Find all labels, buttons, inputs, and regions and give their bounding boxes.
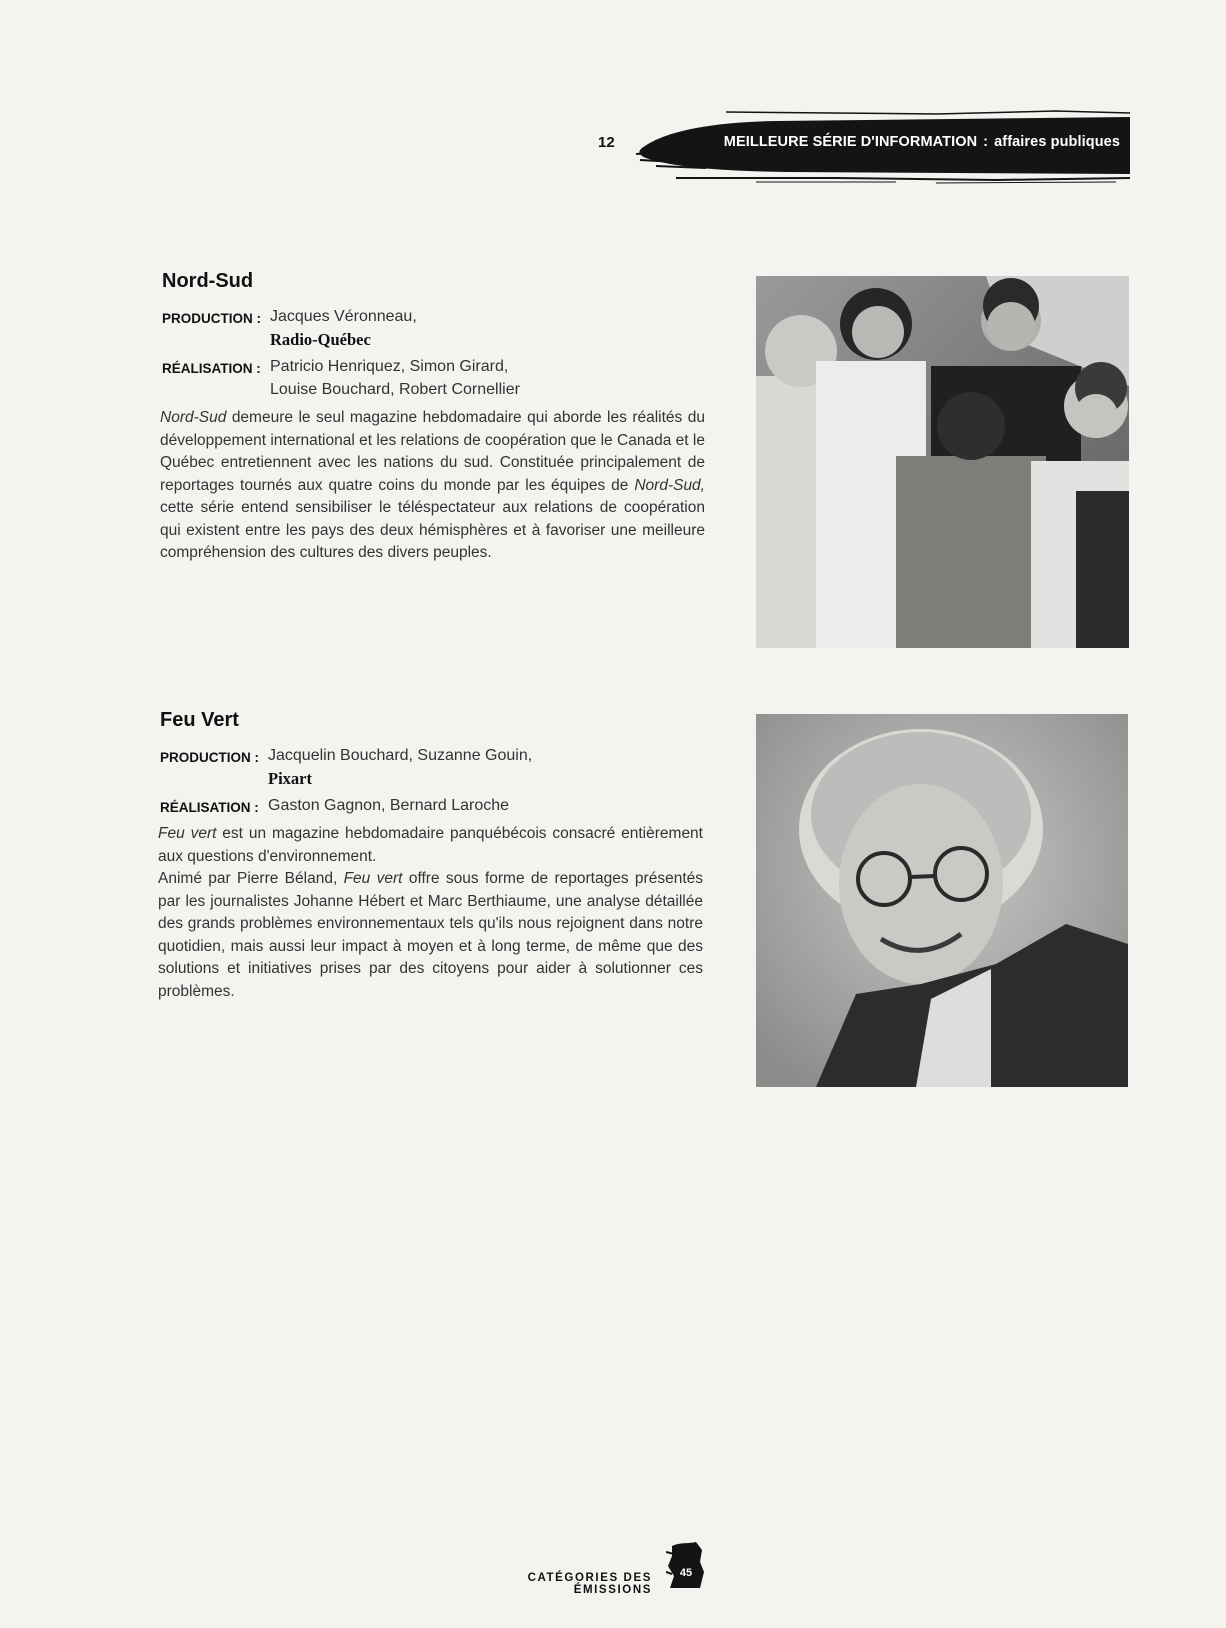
- credit-label: PRODUCTION :: [160, 750, 259, 765]
- section-header-main: MEILLEURE SÉRIE D'INFORMATION: [723, 134, 978, 150]
- credit-names: Louise Bouchard, Robert Cornellier: [270, 381, 520, 398]
- host-portrait-photo: [756, 714, 1128, 1087]
- credit-label: PRODUCTION :: [162, 311, 261, 326]
- section-header: [636, 134, 1120, 150]
- credit-label: RÉALISATION :: [162, 361, 261, 376]
- realisation-credit: [160, 355, 720, 401]
- body-text: cette série entend sensibiliser le téléspectateur aux relations de coopération qui existent entre les pays des deux hémisphères et à favoriser une meilleure compréhension des cultures des divers peuples.: [160, 499, 705, 561]
- credit-names: Gaston Gagnon, Bernard Laroche: [268, 797, 510, 814]
- article-title: Feu Vert: [160, 709, 239, 731]
- production-credit: [160, 305, 720, 351]
- production-credit: [158, 744, 718, 790]
- body-text: est un magazine hebdomadaire panquébécois consacré entièrement aux questions d'environnement.: [158, 825, 703, 865]
- credit-names: Jacques Véronneau,: [270, 308, 417, 325]
- footer-section-label: CATÉGORIES DES ÉMISSIONS: [527, 1572, 652, 1596]
- section-header-sub: affaires publiques: [994, 134, 1120, 150]
- body-text: Animé par Pierre Béland,: [158, 870, 344, 887]
- section-header-separator: :: [983, 134, 989, 150]
- show-name: Feu vert: [343, 870, 403, 887]
- show-name: Feu vert: [158, 825, 217, 842]
- show-name: Nord-Sud: [160, 409, 227, 426]
- article-feu-vert: [158, 709, 718, 1003]
- credit-label: RÉALISATION :: [160, 800, 259, 815]
- article-nord-sud: [160, 270, 720, 565]
- body-text: offre sous forme de reportages présentés par les journalistes Johanne Hébert et Marc Berthiaume, une analyse détaillée des grands problèmes environnementaux tels qu'ils nous rejoignent dans notre quotidien, mais aussi leur impact à moyen et à long terme, de même que des solutions et initiatives prises par des citoyens pour aider à solutionner ces problèmes.: [158, 870, 703, 1000]
- folio-brush-mark: [666, 1542, 706, 1590]
- credit-names: Jacquelin Bouchard, Suzanne Gouin,: [268, 747, 533, 764]
- group-portrait-photo: [756, 276, 1129, 648]
- folio-number: 45: [679, 1567, 693, 1579]
- body-text: demeure le seul magazine hebdomadaire qui aborde les réalités du développement international et les relations de coopération que le Canada et le Québec entretiennent avec les nations du sud. Constituée principalement de reportages tournés aux quatre coins du monde par les équipes de: [160, 409, 705, 494]
- credit-names: Patricio Henriquez, Simon Girard,: [270, 358, 509, 375]
- article-body: [160, 407, 705, 565]
- article-title: Nord-Sud: [162, 270, 254, 292]
- show-name: Nord-Sud,: [634, 476, 705, 494]
- page-number: 12: [598, 134, 615, 151]
- realisation-credit: [158, 794, 718, 817]
- credit-company: Radio-Québec: [270, 330, 371, 349]
- article-body: [158, 823, 703, 1003]
- credit-company: Pixart: [268, 769, 312, 788]
